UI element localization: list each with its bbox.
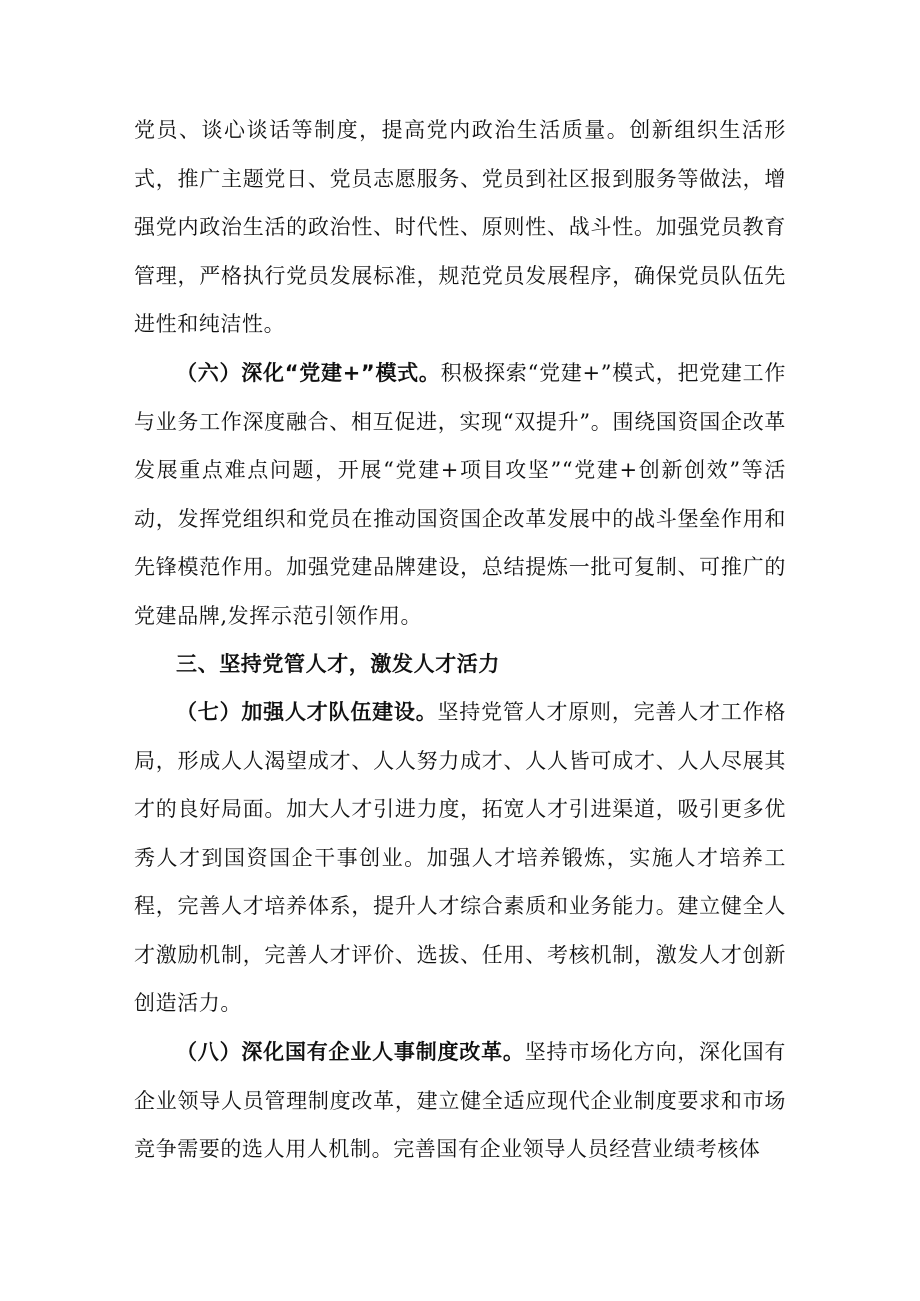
- paragraph-eight-personnel-reform: [134, 1028, 786, 1174]
- paragraph-lead-heading: （六）深化“党建+”模式。: [176, 361, 441, 385]
- paragraph-lead-heading: （八）深化国有企业人事制度改革。: [176, 1040, 525, 1064]
- paragraph-text: 坚持党管人才原则，完善人才工作格局，形成人人渴望成才、人人努力成才、人人皆可成才、人人尽展其才的良好局面。加大人才引进力度，拓宽人才引进渠道，吸引更多优秀人才到国资国企干事创业。加强人才培养锻炼，实施人才培养工程，完善人才培养体系，提升人才综合素质和业务能力。建立健全人才激励机制，完善人才评价、选拔、任用、考核机制，激发人才创新创造活力。: [134, 700, 786, 1015]
- section-heading: 三、坚持党管人才，激发人才活力: [176, 652, 500, 676]
- paragraph-six-party-building-plus: [134, 349, 786, 640]
- paragraph-text: 积极探索“党建+”模式，把党建工作与业务工作深度融合、相互促进，实现“双提升”。围绕国资国企改革发展重点难点问题，开展“党建+项目攻坚”“党建+创新创效”等活动，发挥党组织和党员在推动国资国企改革发展中的战斗堡垒作用和先锋模范作用。加强党建品牌建设，总结提炼一批可复制、可推广的党建品牌,发挥示范引领作用。: [134, 361, 786, 628]
- paragraph-text: 坚持市场化方向，深化国有企业领导人员管理制度改革，建立健全适应现代企业制度要求和市场竞争需要的选人用人机制。完善国有企业领导人员经营业绩考核体: [134, 1040, 786, 1161]
- paragraph-party-life: [134, 106, 786, 349]
- paragraph-lead-heading: （七）加强人才队伍建设。: [176, 700, 438, 724]
- paragraph-seven-talent-team: [134, 688, 786, 1028]
- paragraph-text: 党员、谈心谈话等制度，提高党内政治生活质量。创新组织生活形式，推广主题党日、党员志愿服务、党员到社区报到服务等做法，增强党内政治生活的政治性、时代性、原则性、战斗性。加强党员教育管理，严格执行党员发展标准，规范党员发展程序，确保党员队伍先进性和纯洁性。: [134, 118, 786, 336]
